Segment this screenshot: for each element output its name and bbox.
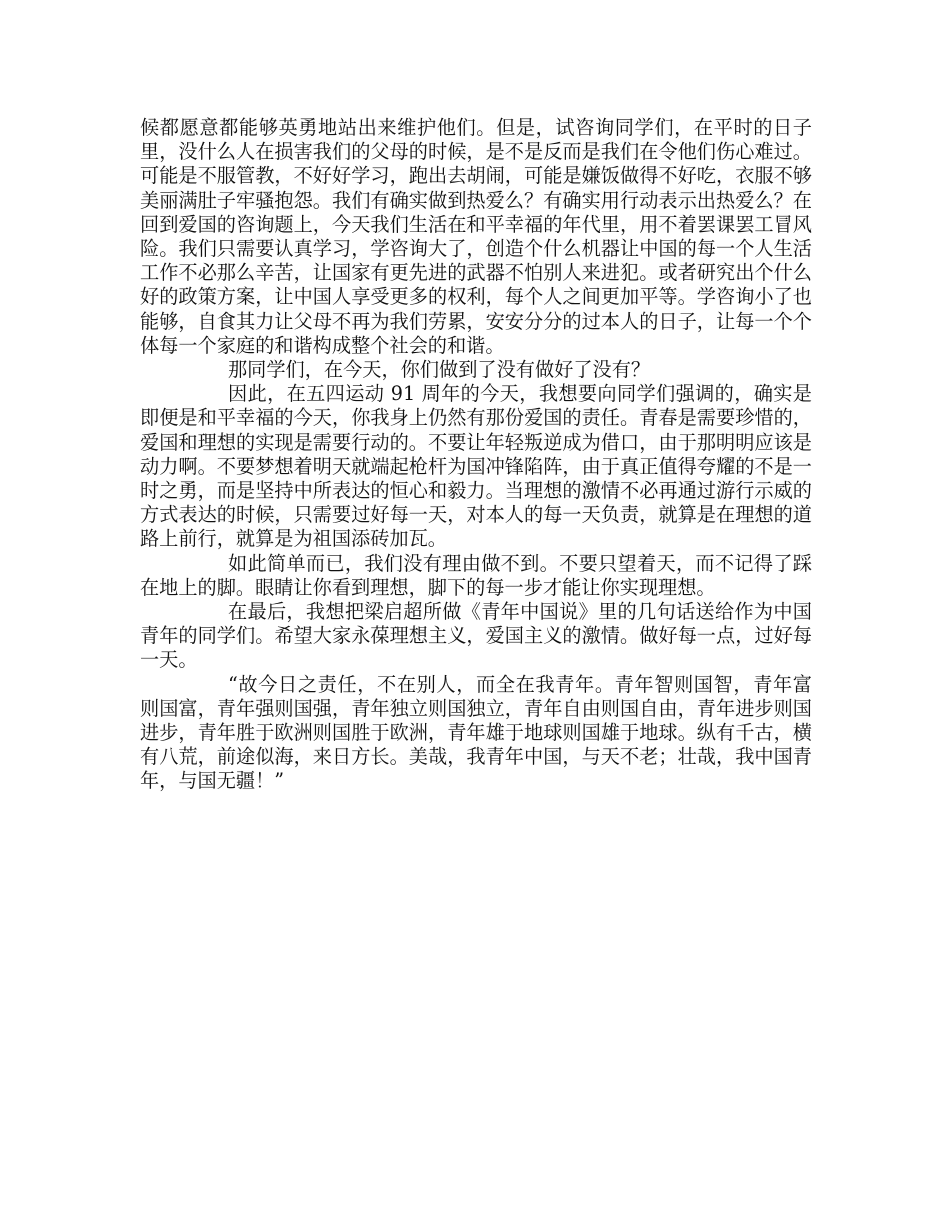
quote-paragraph: “故今日之责任，不在别人，而全在我青年。青年智则国智，青年富则国富，青年强则国强，青年独立则国独立，青年自由则国自由，青年进步则国进步，青年胜于欧洲则国胜于欧洲，青年雄于地球则国雄于地球。纵有千古，横有八荒，前途似海，来日方长。美哉，我青年中国，与天不老；壮哉，我中国青年，与国无疆！” xyxy=(140,672,812,793)
paragraph-2: 那同学们，在今天，你们做到了没有做好了没有？ xyxy=(228,358,651,382)
paragraph-1: 候都愿意都能够英勇地站出来维护他们。但是，试咨询同学们，在平时的日子里，没什么人在损害我们的父母的时候，是不是反而是我们在令他们伤心难过。可能是不服管教，不好好学习，跑出去胡闹，可能是嫌饭做得不好吃，衣服不够美丽满肚子牢骚抱怨。我们有确实做到热爱么？有确实用行动表示出热爱么？在回到爱国的咨询题上，今天我们生活在和平幸福的年代里，用不着罢课罢工冒风险。我们只需要认真学习，学咨询大了，创造个什么机器让中国的每一个人生活工作不必那么辛苦，让国家有更先进的武器不怕别人来进犯。或者研究出个什么好的政策方案，让中国人享受更多的权利，每个人之间更加平等。学咨询小了也能够，自食其力让父母不再为我们劳累，安安分分的过本人的日子，让每一个个体每一个家庭的和谐构成整个社会的和谐。 xyxy=(140,116,812,357)
paragraph-3: 因此，在五四运动 91 周年的今天，我想要向同学们强调的，确实是即便是和平幸福的今天，你我身上仍然有那份爱国的责任。青春是需要珍惜的，爱国和理想的实现是需要行动的。不要让年轻叛逆成为借口，由于那明明应该是动力啊。不要梦想着明天就端起枪杆为国冲锋陷阵，由于真正值得夸耀的不是一时之勇，而是坚持中所表达的恒心和毅力。当理想的激情不必再通过游行示威的方式表达的时候，只需要过好每一天，对本人的每一天负责，就算是在理想的道路上前行，就算是为祖国添砖加瓦。 xyxy=(140,382,812,551)
document-body xyxy=(140,116,812,794)
paragraph-4: 如此简单而已，我们没有理由做不到。不要只望着天，而不记得了踩在地上的脚。眼睛让你看到理想，脚下的每一步才能让你实现理想。 xyxy=(140,551,812,599)
paragraph-5: 在最后，我想把梁启超所做《青年中国说》里的几句话送给作为中国青年的同学们。希望大家永葆理想主义，爱国主义的激情。做好每一点，过好每一天。 xyxy=(140,600,812,672)
